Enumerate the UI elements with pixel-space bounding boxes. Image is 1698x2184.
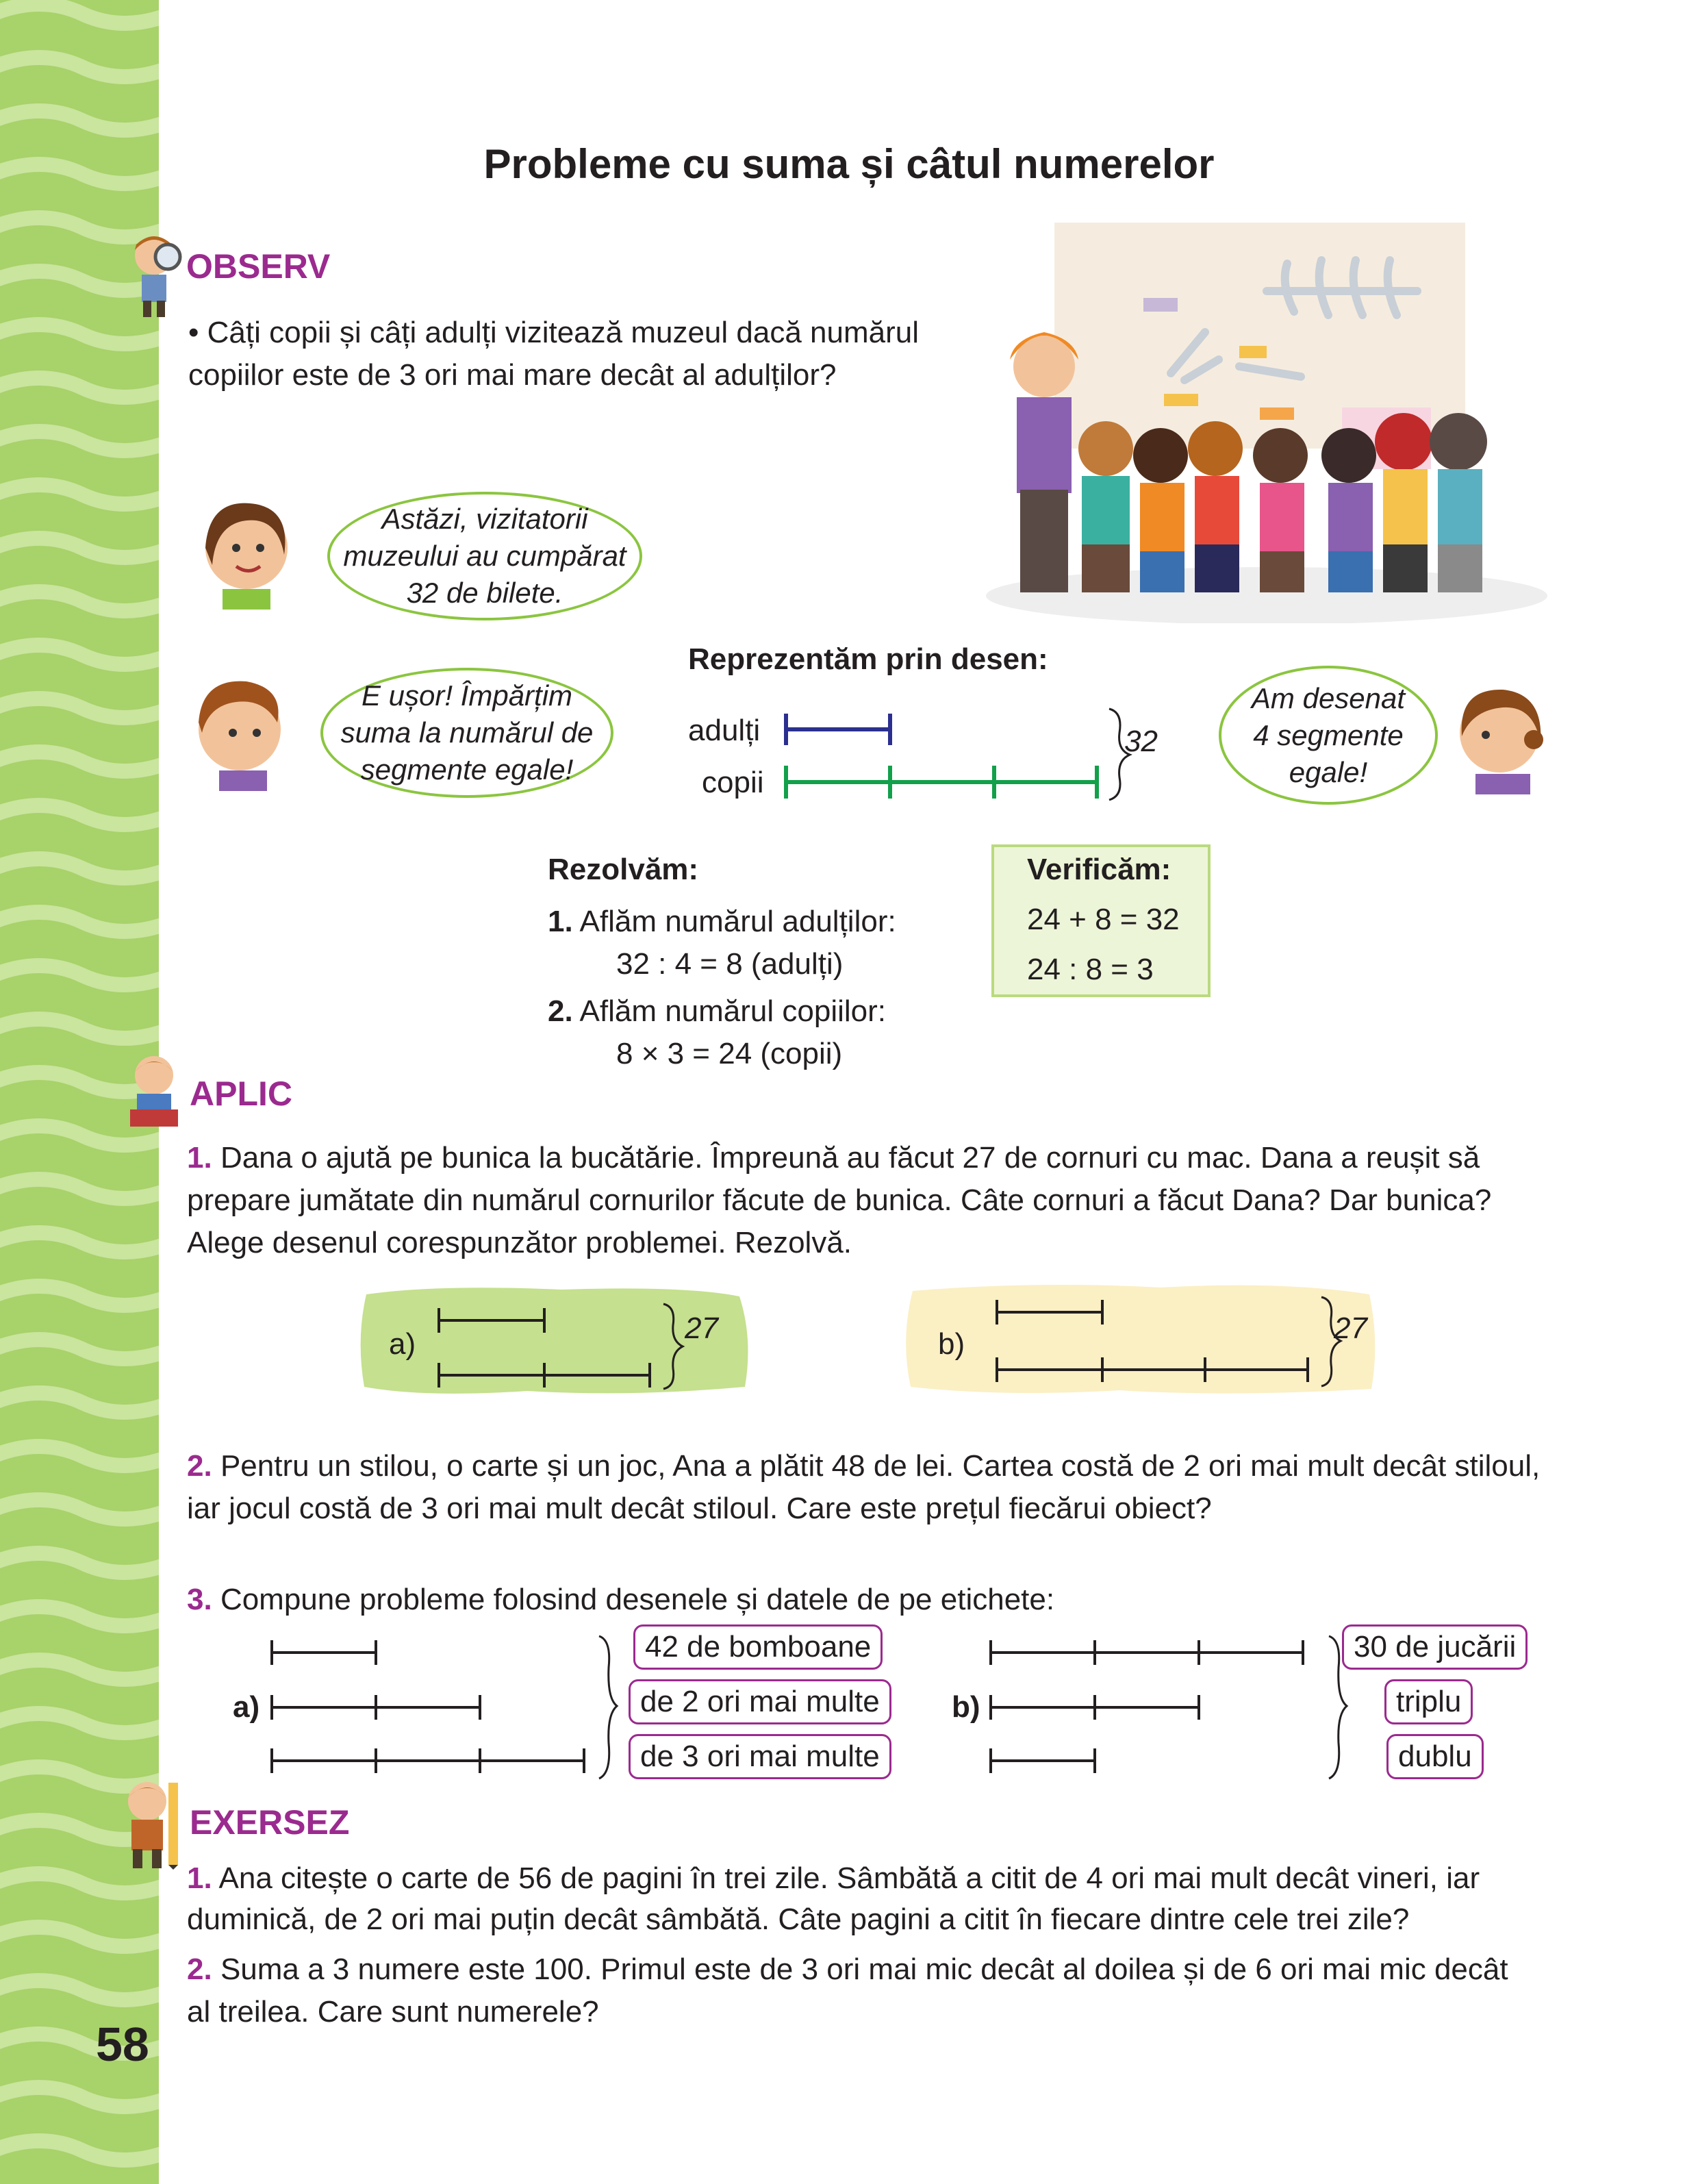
exersez-ex2-line2: al treilea. Care sunt numerele? [187,1995,599,2029]
tag-b-30-toys: 30 de jucării [1342,1624,1528,1670]
bubble-line: suma la numărul de [340,716,594,749]
option-b-total: 27 [1334,1311,1367,1345]
boy-pencil-icon [116,1777,185,1870]
ex3-a-diagram [264,1633,620,1781]
boy-reading-icon [123,1051,185,1133]
bubble-line: E ușor! Împărțim [361,679,573,712]
aplic-ex2-number: 2. [187,1449,212,1483]
tag-b-triple: triplu [1384,1679,1473,1724]
diagram-heading: Reprezentăm prin desen: [688,642,1048,676]
option-b-diagram [993,1294,1349,1390]
bubble-line: segmente egale! [360,753,574,786]
bubble-line: Astăzi, vizitatorii [381,503,588,535]
observ-question-line1: • Câți copii și câți adulți vizitează muzeul dacă numărul [188,316,919,349]
section-heading-exersez: EXERSEZ [190,1803,350,1842]
speech-bubble-tickets [327,492,642,620]
exersez-ex1-number: 1. [187,1861,212,1895]
tag-a-triple: de 3 ori mai multe [629,1734,891,1779]
section-heading-observ: OBSERV [186,247,331,286]
exersez-ex2-line1: Suma a 3 numere este 100. Primul este de 3 ori mai mic decât al doilea și de 6 ori mai mic decât [220,1953,1508,1986]
bubble-line: Am desenat [1251,681,1406,714]
aplic-ex1-line1: Dana o ajută pe bunica la bucătărie. Împreună au făcut 27 de cornuri cu mac. Dana a reușit să [220,1141,1480,1175]
aplic-ex2-line1: Pentru un stilou, o carte și un joc, Ana a plătit 48 de lei. Cartea costă de 2 ori mai mult decât stiloul, [220,1449,1541,1483]
bubble-line: muzeului au cumpărat [343,540,626,572]
exersez-ex2-number: 2. [187,1953,212,1986]
museum-visit-illustration [979,223,1547,623]
ex3-b-diagram [983,1633,1352,1781]
verify-line1: 24 + 8 = 32 [1027,903,1180,936]
segment-diagram-adults-children [781,705,1137,801]
step1-text: Aflăm numărul adulților: [579,905,896,938]
verify-heading: Verificăm: [1027,853,1171,886]
section-heading-aplic: APLIC [190,1075,292,1113]
exersez-ex1-line1: Ana citește o carte de 56 de pagini în trei zile. Sâmbătă a citit de 4 ori mai mult decât vineri, iar [218,1861,1480,1895]
bubble-line: 32 de bilete. [406,577,563,609]
aplic-ex1-line3: Alege desenul corespunzător problemei. Rezolvă. [187,1226,852,1259]
step1-number: 1. [548,905,573,938]
option-a-total: 27 [685,1311,718,1345]
ex3-b-label: b) [952,1690,980,1724]
aplic-ex1-number: 1. [187,1141,212,1175]
option-a-diagram [435,1301,695,1390]
option-b-label: b) [938,1327,965,1361]
step1-calculation: 32 : 4 = 8 (adulți) [616,947,844,981]
verify-line2: 24 : 8 = 3 [1027,953,1154,986]
tag-a-42-candies: 42 de bomboane [633,1624,883,1670]
aplic-ex3-number: 3. [187,1583,212,1616]
label-adults: adulți [688,714,761,747]
speech-bubble-segments [1219,666,1438,805]
tag-a-double: de 2 ori mai multe [629,1679,891,1724]
diagram-total: 32 [1124,725,1158,758]
exersez-ex1-line2: duminică, de 2 ori mai puțin decât sâmbătă. Câte pagini a citit în fiecare dintre cele trei zile? [187,1903,1410,1936]
ex3-a-label: a) [233,1690,260,1724]
tag-b-double: dublu [1386,1734,1484,1779]
aplic-ex3-line: Compune probleme folosind desenele și datele de pe etichete: [220,1583,1055,1616]
girl-avatar [195,490,298,610]
aplic-ex1-line2: prepare jumătate din numărul cornurilor făcute de bunica. Câte cornuri a făcut Dana? Dar bunica? [187,1183,1492,1217]
page-title: Probleme cu suma și câtul numerelor [483,141,1215,187]
option-a-label: a) [389,1327,416,1361]
step2-calculation: 8 × 3 = 24 (copii) [616,1037,843,1070]
boy-avatar [188,668,291,791]
bubble-line: egale! [1289,755,1368,788]
label-children: copii [702,766,764,799]
solve-heading: Rezolvăm: [548,853,699,886]
girl-right-avatar [1448,675,1551,794]
step2-text: Aflăm numărul copiilor: [579,994,886,1028]
speech-bubble-divide [320,668,613,798]
step2-number: 2. [548,994,573,1028]
observ-question-line2: copiilor este de 3 ori mai mare decât al adulților? [188,358,837,392]
page-number: 58 [96,2018,149,2071]
aplic-ex2-line2: iar jocul costă de 3 ori mai mult decât stiloul. Care este prețul fiecărui obiect? [187,1492,1212,1525]
boy-magnifier-icon [127,229,185,318]
bubble-line: 4 segmente [1253,718,1404,751]
